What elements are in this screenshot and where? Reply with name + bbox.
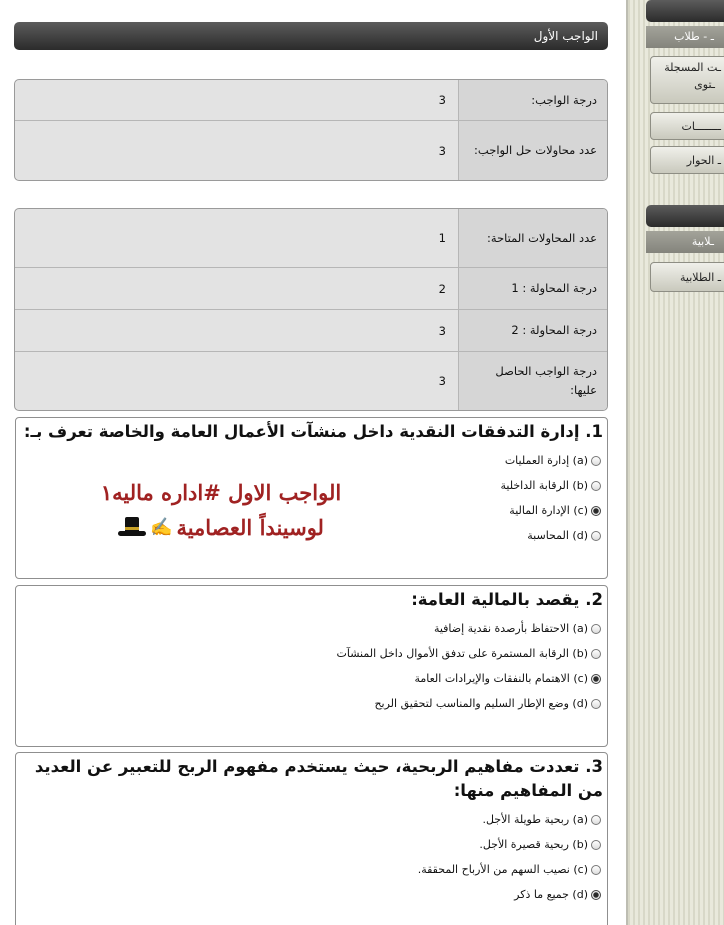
question-1-title: 1. إدارة التدفقات النقدية داخل منشآت الأعمال العامة والخاصة تعرف بـ: — [23, 422, 603, 441]
signature-line-2-wrap — [76, 515, 366, 540]
radio-icon[interactable] — [591, 815, 601, 825]
option-label: (b) ربحية قصيرة الأجل. — [479, 838, 588, 851]
sidebar-item-lines[interactable] — [650, 112, 724, 140]
sidebar-item-student[interactable] — [650, 262, 724, 292]
option-label: (d) وضع الإطار السليم والمناسب لتحقيق الربح — [374, 697, 588, 710]
option-label: (d) المحاسبة — [527, 529, 588, 542]
attempts-info-table — [14, 208, 608, 411]
question-3-options — [16, 803, 607, 907]
radio-selected-icon[interactable] — [591, 890, 601, 900]
radio-icon[interactable] — [591, 699, 601, 709]
sidebar-item-label: ـ الطلابية — [680, 271, 721, 284]
question-2 — [15, 585, 608, 747]
option-c[interactable] — [16, 857, 601, 882]
signature-overlay — [76, 480, 366, 540]
radio-selected-icon[interactable] — [591, 506, 601, 516]
sidebar-header-1 — [646, 0, 724, 22]
radio-icon[interactable] — [591, 531, 601, 541]
sidebar-item-label: ـتوى — [694, 78, 715, 91]
final-grade-label: درجة الواجب الحاصل عليها: — [458, 352, 607, 410]
option-d[interactable] — [16, 882, 601, 907]
available-attempts-label: عدد المحاولات المتاحة: — [458, 209, 607, 268]
assignment-info-table — [14, 79, 608, 181]
page-title: الواجب الأول — [533, 29, 598, 43]
option-a[interactable] — [16, 616, 601, 641]
option-label: (c) الإدارة المالية — [509, 504, 588, 517]
signature-line-2: لوسينداً العصامية — [176, 515, 324, 540]
table-row — [15, 268, 607, 310]
radio-icon[interactable] — [591, 624, 601, 634]
option-label: (d) جميع ما ذكر — [514, 888, 588, 901]
sidebar-group-students[interactable] — [646, 26, 724, 48]
option-label: (b) الرقابة المستمرة على تدفق الأموال داخل المنشآت — [336, 647, 588, 660]
option-label: (c) نصيب السهم من الأرباح المحققة. — [417, 863, 588, 876]
assignment-title-bar — [14, 22, 608, 50]
sidebar-group-label: ـ - طلاب — [674, 30, 714, 43]
radio-icon[interactable] — [591, 481, 601, 491]
radio-selected-icon[interactable] — [591, 674, 601, 684]
option-a[interactable] — [16, 448, 601, 473]
option-label: (b) الرقابة الداخلية — [500, 479, 588, 492]
sidebar-group-label: ـلابية — [691, 235, 714, 248]
attempt-2-label: درجة المحاولة : 2 — [458, 310, 607, 352]
option-b[interactable] — [16, 832, 601, 857]
attempts-count-label: عدد محاولات حل الواجب: — [458, 121, 607, 180]
question-2-options — [16, 612, 607, 716]
table-row — [15, 352, 607, 410]
radio-icon[interactable] — [591, 456, 601, 466]
table-row — [15, 209, 607, 268]
option-label: (c) الاهتمام بالنفقات والإيرادات العامة — [414, 672, 588, 685]
top-hat-icon — [118, 517, 146, 539]
option-label: (a) ربحية طويلة الأجل. — [482, 813, 588, 826]
radio-icon[interactable] — [591, 649, 601, 659]
attempt-1-label: درجة المحاولة : 1 — [458, 268, 607, 310]
question-3 — [15, 752, 608, 925]
attempt-2-value: 3 — [15, 310, 458, 352]
question-2-title: 2. يقصد بالمالية العامة: — [411, 590, 603, 609]
sidebar-item-dialog[interactable] — [650, 146, 724, 174]
table-row — [15, 310, 607, 352]
radio-icon[interactable] — [591, 865, 601, 875]
sidebar-item-label: ـ الحوار — [686, 154, 721, 167]
option-b[interactable] — [16, 641, 601, 666]
sidebar-header-2 — [646, 205, 724, 227]
sidebar — [628, 0, 724, 925]
sidebar-group-student-activities[interactable] — [646, 231, 724, 253]
question-3-title: 3. تعددت مفاهيم الربحية، حيث يستخدم مفهوم الربح للتعبير عن العديد من المفاهيم منها: — [34, 757, 603, 800]
question-1 — [15, 417, 608, 579]
table-row — [15, 121, 607, 180]
attempt-1-value: 2 — [15, 268, 458, 310]
final-grade-value: 3 — [438, 374, 446, 388]
option-a[interactable] — [16, 807, 601, 832]
grade-value: 3 — [15, 80, 458, 121]
table-row — [15, 80, 607, 121]
option-label: (a) الاحتفاظ بأرصدة نقدية إضافية — [433, 622, 588, 635]
option-c[interactable] — [16, 666, 601, 691]
signature-line-1: الواجب الاول #اداره ماليه١ — [100, 480, 342, 505]
grade-label: درجة الواجب: — [458, 80, 607, 121]
available-attempts-value: 1 — [15, 209, 458, 268]
option-label: (a) إدارة العمليات — [504, 454, 588, 467]
sidebar-item-registered[interactable] — [650, 56, 724, 104]
option-d[interactable] — [16, 691, 601, 716]
attempts-count-value: 3 — [438, 143, 446, 158]
radio-icon[interactable] — [591, 840, 601, 850]
writing-hand-icon: ✍ — [150, 517, 173, 538]
sidebar-item-label: ـت المسجلة — [664, 61, 721, 74]
sidebar-item-label: ــــــــات — [681, 120, 721, 133]
